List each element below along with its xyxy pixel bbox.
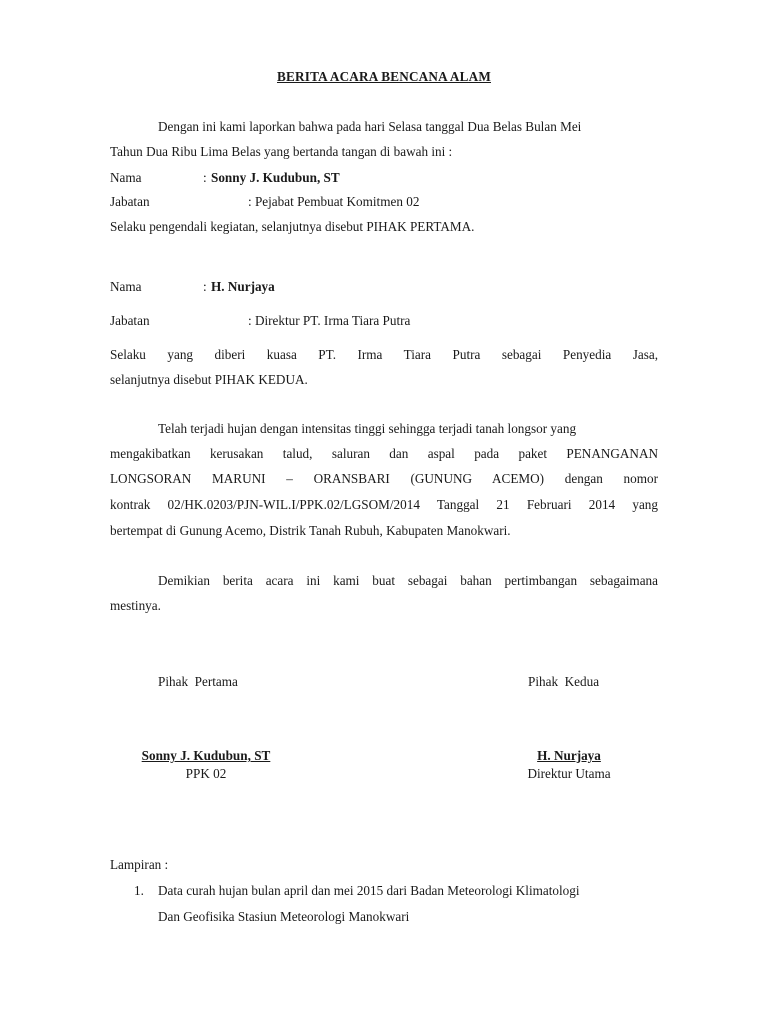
lampiran-item-line-2: Dan Geofisika Stasiun Meteorologi Manokwari xyxy=(158,909,410,924)
intro-line-2: Tahun Dua Ribu Lima Belas yang bertanda tangan di bawah ini : xyxy=(110,144,453,159)
pihak2-jabatan-value: : Direktur PT. Irma Tiara Putra xyxy=(248,313,411,328)
document-title: BERITA ACARA BENCANA ALAM xyxy=(277,69,491,84)
pihak1-jabatan-label: Jabatan xyxy=(110,194,150,209)
signature-left-name: Sonny J. Kudubun, ST xyxy=(141,748,271,763)
pihak1-nama-label: Nama xyxy=(110,170,142,185)
body-line-1: Telah terjadi hujan dengan intensitas tinggi sehingga terjadi tanah longsor yang xyxy=(158,421,577,436)
pihak2-nama-value: H. Nurjaya xyxy=(211,279,275,294)
signature-left-title: PPK 02 xyxy=(185,766,227,781)
signature-right-role: Pihak Kedua xyxy=(528,674,600,689)
pihak2-jabatan-label: Jabatan xyxy=(110,313,150,328)
pihak2-nama-separator: : xyxy=(203,279,207,294)
pihak1-nama-value: Sonny J. Kudubun, ST xyxy=(211,170,340,185)
pihak2-selaku-line-1: Selaku yang diberi kuasa PT. Irma Tiara Putra sebagai Penyedia Jasa, xyxy=(110,347,658,362)
signature-right-title: Direktur Utama xyxy=(527,766,611,781)
pihak1-jabatan-value: : Pejabat Pembuat Komitmen 02 xyxy=(248,194,420,209)
body-line-3: LONGSORAN MARUNI – ORANSBARI (GUNUNG ACEMO) dengan nomor xyxy=(110,471,658,486)
pihak2-selaku-line-2: selanjutnya disebut PIHAK KEDUA. xyxy=(110,372,308,387)
body-line-2: mengakibatkan kerusakan talud, saluran dan aspal pada paket PENANGANAN xyxy=(110,446,658,461)
intro-line-1: Dengan ini kami laporkan bahwa pada hari Selasa tanggal Dua Belas Bulan Mei xyxy=(158,119,582,134)
pihak2-nama-label: Nama xyxy=(110,279,142,294)
body-line-5: bertempat di Gunung Acemo, Distrik Tanah Rubuh, Kabupaten Manokwari. xyxy=(110,523,511,538)
body-line-4: kontrak 02/HK.0203/PJN-WIL.I/PPK.02/LGSOM/2014 Tanggal 21 Februari 2014 yang xyxy=(110,497,658,512)
signature-left-role: Pihak Pertama xyxy=(158,674,238,689)
closing-line-2: mestinya. xyxy=(110,598,161,613)
closing-line-1: Demikian berita acara ini kami buat sebagai bahan pertimbangan sebagaimana xyxy=(158,573,658,588)
lampiran-item-line-1: Data curah hujan bulan april dan mei 2015 dari Badan Meteorologi Klimatologi xyxy=(158,883,580,898)
lampiran-label: Lampiran : xyxy=(110,857,169,872)
lampiran-item-number: 1. xyxy=(134,883,144,898)
signature-right-name: H. Nurjaya xyxy=(537,748,601,763)
pihak1-nama-separator: : xyxy=(203,170,207,185)
pihak1-selaku: Selaku pengendali kegiatan, selanjutnya disebut PIHAK PERTAMA. xyxy=(110,219,475,234)
